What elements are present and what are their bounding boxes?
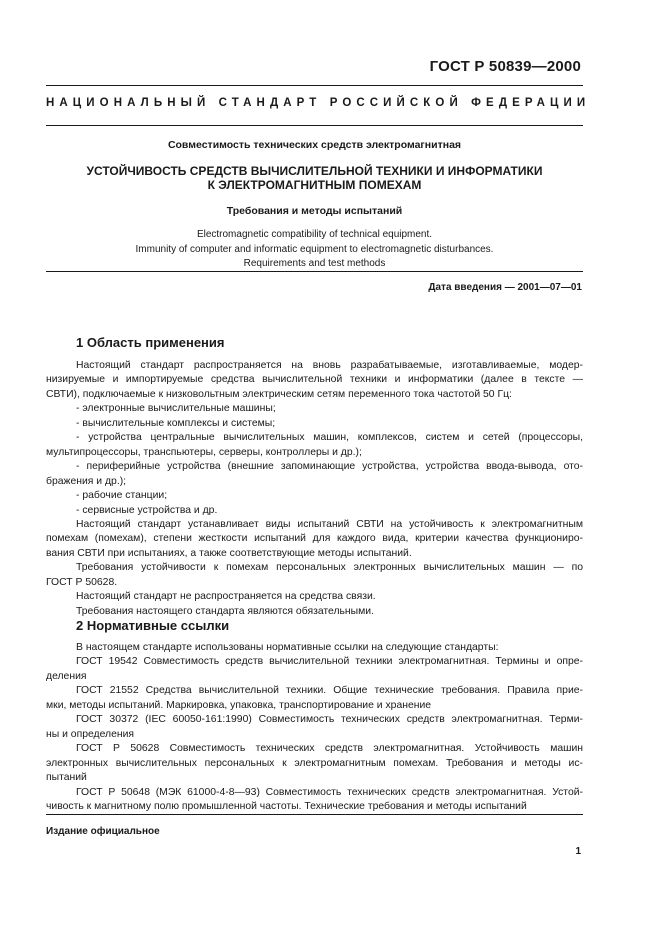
paragraph-line: ГОСТ 30372 (IEC 60050-161:1990) Совместимость технических средств электромагнитная. Терми- <box>76 714 583 726</box>
paragraph-line: Настоящий стандарт устанавливает виды испытаний СВТИ на устойчивость к электромагнитным <box>76 518 583 530</box>
section-2-heading: 2 Нормативные ссылки <box>76 618 230 633</box>
paragraph-line: Настоящий стандарт распространяется на вновь разрабатываемые, изготавливаемые, модер- <box>76 360 583 371</box>
paragraph-line: ГОСТ Р 50628 Совместимость технических средств электромагнитная. Устойчивость машин <box>76 743 583 755</box>
paragraph-line: бражения и др.); <box>46 475 127 487</box>
paragraph-line: - рабочие станции; <box>76 490 168 502</box>
official-edition-note: Издание официальное <box>46 826 160 837</box>
paragraph-line: - сервисные устройства и др. <box>76 504 218 516</box>
paragraph-line: Настоящий стандарт не распространяется на средства связи. <box>76 591 376 603</box>
paragraph-line: Требования устойчивости к помехам персональных электронных вычислительных машин — по <box>76 562 583 574</box>
page-number: 1 <box>575 846 581 857</box>
paragraph-line: ны и определения <box>46 728 135 740</box>
banner-bottom-rule <box>46 125 583 126</box>
english-title-line-3: Requirements and test methods <box>243 258 386 269</box>
standard-main-title <box>46 164 583 192</box>
paragraph-line: пытаний <box>46 772 87 784</box>
main-title-line-1: УСТОЙЧИВОСТЬ СРЕДСТВ ВЫЧИСЛИТЕЛЬНОЙ ТЕХНИКИ И ИНФОРМАТИКИ <box>86 164 543 178</box>
paragraph-line: СВТИ), подключаемые к низковольтным электрическим сетям переменного тока частотой 50 Гц: <box>46 388 512 400</box>
paragraph-line: - вычислительные комплексы и системы; <box>76 417 276 429</box>
english-title <box>46 228 583 272</box>
paragraph-line: В настоящем стандарте использованы нормативные ссылки на следующие стандарты: <box>76 642 499 653</box>
english-title-line-2: Immunity of computer and informatic equipment to electromagnetic disturbances. <box>135 243 494 255</box>
introduction-date: Дата введения — 2001—07—01 <box>428 282 582 293</box>
standard-subject: Совместимость технических средств электромагнитная <box>167 139 462 151</box>
section-1-heading: 1 Область применения <box>76 335 225 350</box>
national-standard-banner: НАЦИОНАЛЬНЫЙ СТАНДАРТ РОССИЙСКОЙ ФЕДЕРАЦИИ <box>46 97 591 109</box>
section-1-body <box>46 359 583 619</box>
paragraph-line: - периферийные устройства (внешние запоминающие устройства, устройства ввода-вывода, ото- <box>76 461 583 473</box>
paragraph-line: ГОСТ Р 50628. <box>46 576 118 588</box>
paragraph-line: Требования настоящего стандарта являются обязательными. <box>76 605 374 617</box>
paragraph-line: мультипроцессоры, транспьютеры, серверы, контроллеры и др.); <box>46 446 362 458</box>
paragraph-line: мки, методы испытаний. Маркировка, упаковка, транспортирование и хранение <box>46 699 432 711</box>
paragraph-line: - электронные вычислительные машины; <box>76 403 276 415</box>
paragraph-line: ГОСТ 21552 Средства вычислительной техники. Общие технические требования. Правила прие- <box>76 685 583 697</box>
paragraph-line: ГОСТ Р 50648 (МЭК 61000-4-8—93) Совместимость технических средств электромагнитная. Устой- <box>76 786 583 798</box>
paragraph-line: помехам (помехам), степени жесткости испытаний для каждого вида, критерии качества функциониро- <box>46 533 583 545</box>
requirements-title: Требования и методы испытаний <box>226 205 403 217</box>
top-rule <box>46 85 583 86</box>
section-2-body <box>46 641 583 814</box>
paragraph-line: вания СВТИ при испытаниях, а также соответствующие методы испытаний. <box>46 547 412 559</box>
title-bottom-rule <box>46 271 583 272</box>
document-id: ГОСТ Р 50839—2000 <box>429 58 581 75</box>
english-title-line-1: Electromagnetic compatibility of technical equipment. <box>196 229 433 240</box>
main-title-line-2: К ЭЛЕКТРОМАГНИТНЫМ ПОМЕХАМ <box>207 178 422 192</box>
footer-rule <box>46 814 583 815</box>
paragraph-line: чивость к магнитному полю промышленной частоты. Технические требования и методы испытаний <box>46 800 527 812</box>
paragraph-line: деления <box>46 670 87 682</box>
paragraph-line: - устройства центральные вычислительных машин, комплексов, систем и сетей (процессоры, <box>76 432 583 444</box>
paragraph-line: электронных вычислительных персональных к электромагнитным помехам. Требования и методы ис- <box>46 757 583 769</box>
paragraph-line: низируемые и импортируемые средства вычислительной техники и информатики (далее в тексте — <box>46 374 583 386</box>
paragraph-line: ГОСТ 19542 Совместимость средств вычислительной техники электромагнитная. Термины и опре- <box>76 656 583 668</box>
